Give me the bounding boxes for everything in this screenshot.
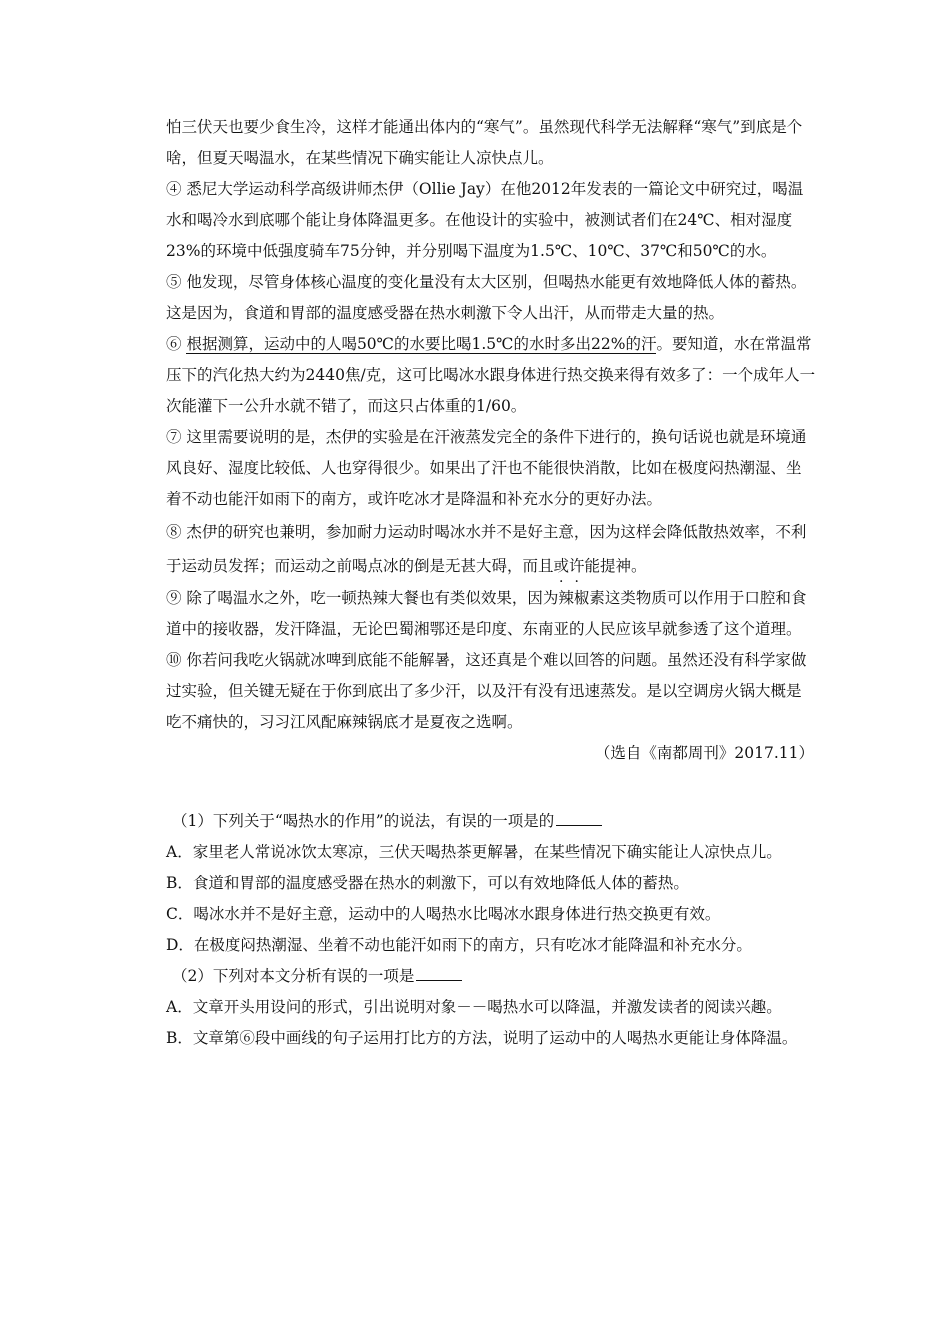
document-page (166, 112, 816, 1054)
source-citation: （选自《南都周刊》2017.11） (594, 744, 814, 762)
paragraph-5: ⑤ 他发现，尽管身体核心温度的变化量没有太大区别，但喝热水能更有效地降低人体的蓄热。这是因为，食道和胃部的温度感受器在热水刺激下令人出汗，从而带走大量的热。 (166, 273, 807, 322)
paragraph-6-rest: 。要知道，水在常温常压下的汽化热大约为2440焦/克，这可比喝冰水跟身体进行热交换来得有效多了：一个成年人一次能灌下一公升水就不错了，而这只占体重的1/60。 (166, 335, 816, 415)
question-2-text: （2）下列对本文分析有误的一项是 (172, 967, 415, 985)
paragraph-6-number: ⑥ (166, 335, 187, 353)
answer-blank-2 (416, 966, 462, 981)
paragraph-9: ⑨ 除了喝温水之外，吃一顿热辣大餐也有类似效果，因为辣椒素这类物质可以作用于口腔和食道中的接收器，发汗降温，无论巴蜀湘鄂还是印度、东南亚的人民应该早就参透了这个道理。 (166, 589, 807, 638)
paragraph-6 (166, 329, 816, 422)
question-2-stem (166, 961, 816, 992)
paragraph-4: ④ 悉尼大学运动科学高级讲师杰伊（Ollie Jay）在他2012年发表的一篇论文中研究过，喝温水和喝冷水到底哪个能让身体降温更多。在他设计的实验中，被测试者们在24℃、相对湿度23%的环境中低强度骑车75分钟，并分别喝下温度为1.5℃、10℃、37℃和50℃的水。 (166, 180, 804, 260)
question-1-option-d: D．在极度闷热潮湿、坐着不动也能汗如雨下的南方，只有吃冰才能降温和补充水分。 (166, 936, 752, 954)
underlined-sentence: 根据测算，运动中的人喝50℃的水要比喝1.5℃的水时多出22%的汗 (186, 335, 657, 353)
question-2-option-b: B．文章第⑥段中画线的句子运用打比方的方法，说明了运动中的人喝热水更能让身体降温。 (166, 1029, 798, 1047)
question-2-option-a: A．文章开头用设问的形式，引出说明对象－－喝热水可以降温，并激发读者的阅读兴趣。 (166, 998, 782, 1016)
paragraph-10: ⑩ 你若问我吃火锅就冰啤到底能不能解暑，这还真是个难以回答的问题。虽然还没有科学家做过实验，但关键无疑在于你到底出了多少汗，以及汗有没有迅速蒸发。是以空调房火锅大概是吃不痛快的，习习江风配麻辣锅底才是夏夜之选啊。 (166, 651, 807, 731)
paragraph-8 (166, 515, 816, 583)
question-1-stem (166, 806, 816, 837)
question-1-option-b: B．食道和胃部的温度感受器在热水的刺激下，可以有效地降低人体的蓄热。 (166, 874, 689, 892)
question-1-option-a: A．家里老人常说冰饮太寒凉，三伏天喝热茶更解暑，在某些情况下确实能让人凉快点儿。 (166, 843, 782, 861)
answer-blank-1 (556, 811, 602, 826)
paragraph-8-post: 能提神。 (584, 557, 647, 575)
emphasis-dot-char-1: 或 (553, 557, 570, 575)
emphasis-dot-char-2: 许 (569, 557, 585, 575)
paragraph-8-pre: ⑧ 杰伊的研究也兼明，参加耐力运动时喝冰水并不是好主意，因为这样会降低散热效率，不利于运动员发挥；而运动之前喝点冰的倒是无甚大碍，而且 (166, 523, 807, 575)
question-1-text: （1）下列关于“喝热水的作用”的说法，有误的一项是的 (172, 812, 555, 830)
paragraph-7: ⑦ 这里需要说明的是，杰伊的实验是在汗液蒸发完全的条件下进行的，换句话说也就是环境通风良好、湿度比较低、人也穿得很少。如果出了汗也不能很快消散，比如在极度闷热潮湿、坐着不动也能汗如雨下的南方，或许吃冰才是降温和补充水分的更好办法。 (166, 428, 807, 508)
questions-section (166, 806, 816, 1054)
paragraph-continued: 怕三伏天也要少食生冷，这样才能通出体内的“寒气”。虽然现代科学无法解释“寒气”到底是个啥，但夏天喝温水，在某些情况下确实能让人凉快点儿。 (166, 118, 803, 167)
question-1-option-c: C．喝冰水并不是好主意，运动中的人喝热水比喝冰水跟身体进行热交换更有效。 (166, 905, 721, 923)
